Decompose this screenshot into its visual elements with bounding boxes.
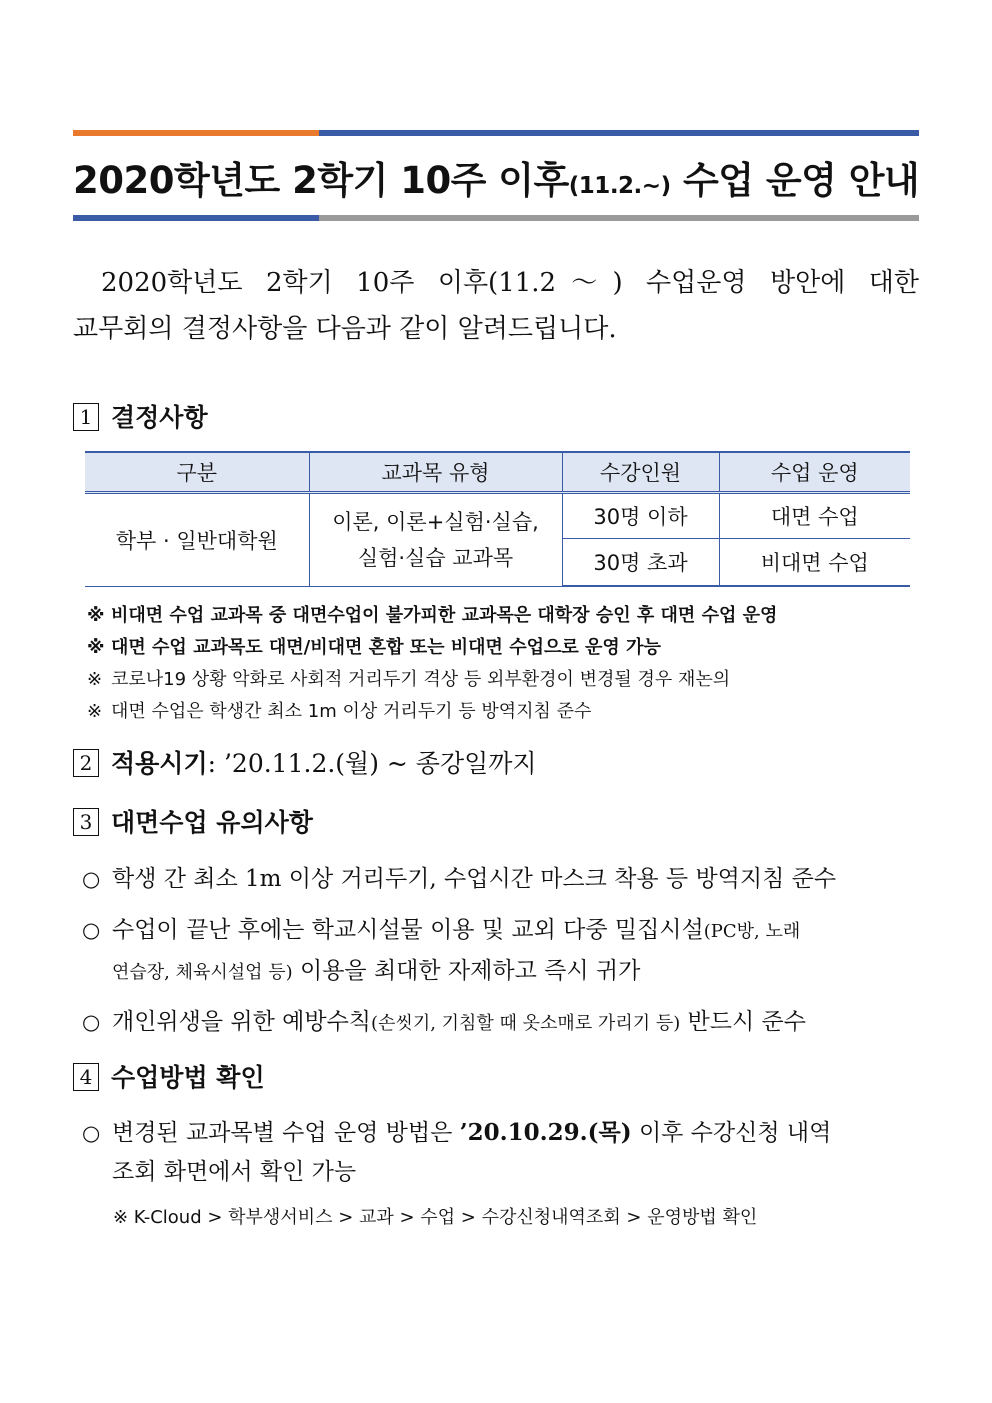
intro-line-1: 2020학년도 2학기 10주 이후(11.2～) 수업운영 방안에 대한	[101, 268, 919, 298]
table-header: 교과목 유형	[309, 452, 562, 493]
note-2	[87, 633, 661, 659]
section-2-number: 2	[73, 749, 99, 777]
note-mark: ※	[87, 637, 105, 658]
table-header: 수업 운영	[719, 452, 910, 493]
item-text: 반드시 준수	[680, 1009, 806, 1035]
enrollment-cell: 30명 이하	[562, 493, 719, 539]
note-text: 비대면 수업 교과목 중 대면수업이 불가피한 교과목은 대학장 승인 후 대면 수업 운영	[111, 605, 778, 626]
section-2-value: : ’20.11.2.(월) ~ 종강일까지	[207, 749, 537, 778]
title-top-rule-blue	[319, 130, 919, 136]
enrollment-cell: 30명 초과	[562, 539, 719, 587]
title-date-range: (11.2.~)	[568, 173, 671, 199]
title-text-b: 수업 운영 안내	[670, 159, 920, 202]
section-3-item-2	[82, 911, 800, 944]
item-text: 수업이 끝난 후에는 학교시설물 이용 및 교외 다중 밀집시설	[112, 917, 704, 943]
section-3-heading	[73, 803, 313, 839]
note-text: 대면 수업은 학생간 최소 1m 이상 거리두기 등 방역지침 준수	[111, 701, 592, 722]
section-4-item-1	[82, 1114, 831, 1147]
item-paren-text: 연습장, 체육시설업 등)	[112, 962, 293, 983]
category-cell: 학부 · 일반대학원	[85, 493, 309, 587]
note-3	[87, 665, 730, 691]
table-header: 구분	[85, 452, 309, 493]
item-paren-text: (손씻기, 기침할 때 옷소매로 가리기 등)	[371, 1013, 681, 1034]
title-bottom-rule	[73, 215, 919, 221]
item-text: 변경된 교과목별 수업 운영 방법은	[112, 1120, 460, 1146]
section-2-heading	[73, 744, 537, 780]
item-paren-text: (PC방, 노래	[703, 921, 801, 942]
title-top-rule	[73, 130, 919, 136]
title-top-rule-orange	[73, 130, 319, 136]
item-date-bold: ’20.10.29.(목)	[459, 1119, 632, 1146]
item-text: 이후 수강신청 내역	[631, 1120, 832, 1146]
item-text: 개인위생을 위한 예방수칙	[112, 1009, 372, 1035]
item-text: 이용을 최대한 자제하고 즉시 귀가	[292, 958, 641, 984]
table-header: 수강인원	[562, 452, 719, 493]
table-header-row	[85, 452, 910, 493]
note-mark: ※	[87, 605, 105, 626]
note-4	[87, 697, 591, 723]
note-1	[87, 601, 777, 627]
note-text: 대면 수업 교과목도 대면/비대면 혼합 또는 비대면 수업으로 운영 가능	[111, 637, 661, 658]
section-4-number: 4	[73, 1063, 99, 1091]
circle-bullet-icon: ○	[82, 918, 101, 942]
subject-type-line-1: 이론, 이론+실험·실습,	[332, 509, 539, 534]
title-text-a: 2020학년도 2학기 10주 이후	[73, 159, 569, 202]
section-3-item-3	[82, 1003, 806, 1036]
decision-table	[85, 451, 910, 587]
note-mark: ※	[87, 669, 103, 690]
operation-cell: 대면 수업	[719, 493, 910, 539]
section-3-number: 3	[73, 808, 99, 836]
intro-line-2: 교무회의 결정사항을 다음과 같이 알려드립니다.	[73, 314, 617, 344]
section-4-item-1-continued: 조회 화면에서 확인 가능	[112, 1159, 357, 1185]
page-title	[73, 150, 919, 204]
note-mark: ※	[87, 701, 103, 722]
section-3-item-2-continued	[112, 952, 640, 985]
section-3-item-1	[82, 860, 836, 893]
table-row	[85, 493, 910, 539]
section-1-heading	[73, 398, 208, 434]
section-3-title: 대면수업 유의사항	[111, 808, 313, 837]
section-4-title: 수업방법 확인	[111, 1063, 265, 1092]
operation-cell: 비대면 수업	[719, 539, 910, 587]
circle-bullet-icon: ○	[82, 867, 101, 891]
section-1-number: 1	[73, 403, 99, 431]
section-4-heading	[73, 1058, 265, 1094]
subject-type-cell	[309, 493, 562, 587]
section-1-title: 결정사항	[111, 403, 208, 432]
menu-path-note: ※ K-Cloud > 학부생서비스 > 교과 > 수업 > 수강신청내역조회 > 운영방법 확인	[113, 1207, 758, 1228]
note-text: 코로나19 상황 악화로 사회적 거리두기 격상 등 외부환경이 변경될 경우 재논의	[111, 669, 731, 690]
circle-bullet-icon: ○	[82, 1010, 101, 1034]
title-bottom-rule-gray	[319, 215, 919, 221]
section-2-title: 적용시기	[111, 749, 208, 778]
subject-type-line-2: 실험·실습 교과목	[357, 545, 514, 570]
title-bottom-rule-blue	[73, 215, 319, 221]
item-text: 학생 간 최소 1m 이상 거리두기, 수업시간 마스크 착용 등 방역지침 준수	[112, 866, 837, 892]
circle-bullet-icon: ○	[82, 1121, 101, 1145]
